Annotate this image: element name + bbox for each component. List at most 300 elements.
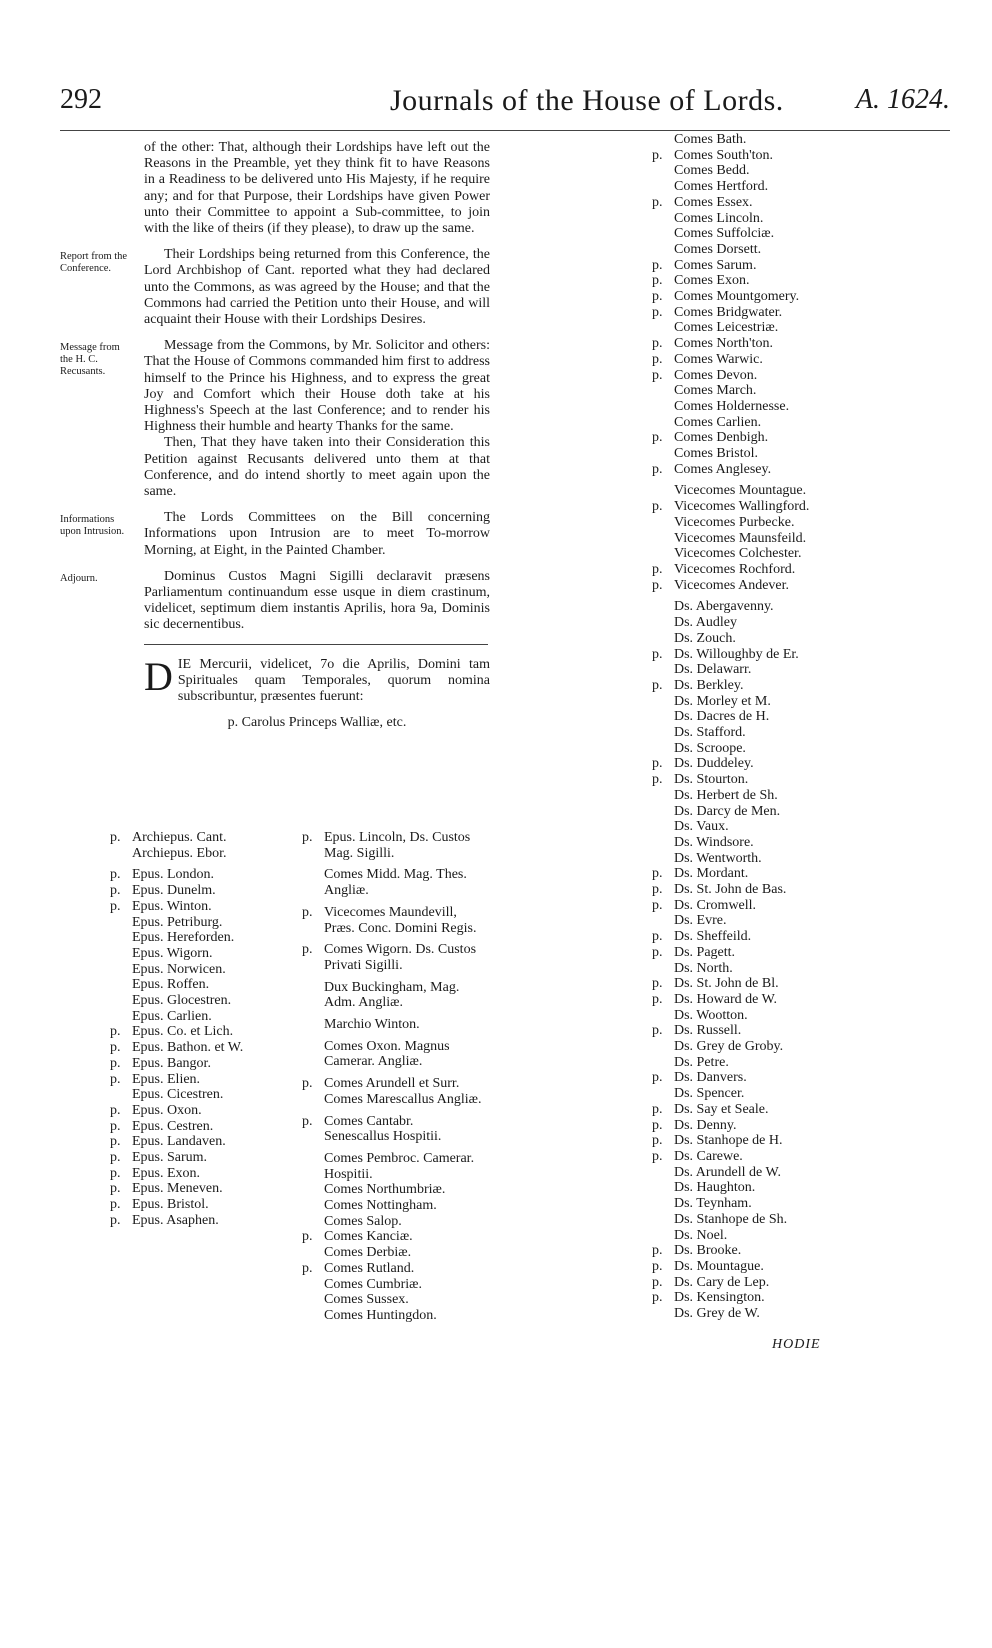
catchword: HODIE xyxy=(772,1337,821,1352)
presence-mark: p. xyxy=(652,1149,663,1164)
lord-name: Comes Leicestriæ. xyxy=(674,320,779,336)
lord-entry xyxy=(652,1118,922,1134)
paragraph: Message from the Commons, by Mr. Solicitor and others: That the House of Commons commanded him first to address himself to the Prince his Highness, and to express the great Joy and Comfort which their House doth take at his Highness's Speech at the last Conference; and to render his Highness their humble and hearty Thanks for the same. xyxy=(144,338,490,435)
lord-name: Ds. Delawarr. xyxy=(674,662,752,678)
lord-entry xyxy=(302,1017,482,1033)
lord-name: Comes Northumbriæ. xyxy=(324,1182,446,1198)
section-adjourn xyxy=(60,569,490,634)
presence-mark: p. xyxy=(652,1133,663,1149)
lord-name: Ds. Grey de Groby. xyxy=(674,1039,784,1055)
lord-entry xyxy=(652,368,922,384)
lord-name: Comes Anglesey. xyxy=(674,461,772,477)
lord-name: Epus. London. xyxy=(132,867,215,883)
lord-name: Ds. Stanhope de Sh. xyxy=(674,1211,788,1227)
lord-entry xyxy=(652,320,922,336)
presence-mark: p. xyxy=(110,883,121,899)
header-rule xyxy=(60,130,950,131)
lord-entry xyxy=(302,980,482,1011)
lord-entry xyxy=(302,1261,482,1277)
lord-entry xyxy=(652,788,922,804)
lord-entry xyxy=(110,1024,300,1040)
presence-mark: p. xyxy=(652,897,663,913)
lord-entry xyxy=(652,258,922,274)
officers-list xyxy=(302,830,482,1324)
lord-name: Ds. Abergavenny. xyxy=(674,599,774,615)
lord-name: Ds. Wentworth. xyxy=(674,850,762,866)
lord-entry xyxy=(652,515,922,531)
presence-mark: p. xyxy=(110,867,121,883)
lord-name: Vicecomes Andever. xyxy=(674,577,790,593)
lord-entry xyxy=(302,1151,482,1182)
lord-name: Dux Buckingham, Mag. Adm. Angliæ. xyxy=(324,979,460,1011)
lord-name: Ds. Berkley. xyxy=(674,677,744,693)
lord-entry xyxy=(652,1149,922,1165)
lord-entry xyxy=(302,1214,482,1230)
lord-entry xyxy=(652,615,922,631)
lord-entry xyxy=(110,1134,300,1150)
lord-entry xyxy=(652,882,922,898)
lord-entry xyxy=(652,305,922,321)
lord-name: Ds. Grey de W. xyxy=(674,1306,760,1322)
lord-name: Epus. Roffen. xyxy=(132,977,210,993)
lord-name: Comes Midd. Mag. Thes. Angliæ. xyxy=(324,867,467,899)
lord-name: Epus. Meneven. xyxy=(132,1181,223,1197)
lord-name: Ds. Danvers. xyxy=(674,1070,747,1086)
lord-name: Ds. Scroope. xyxy=(674,740,746,756)
lord-name: Comes Sarum. xyxy=(674,257,757,273)
lord-name: Ds. Audley xyxy=(674,615,737,631)
lord-entry xyxy=(652,446,922,462)
lord-entry xyxy=(110,830,300,846)
lord-entry xyxy=(652,399,922,415)
lord-entry xyxy=(652,289,922,305)
lord-entry xyxy=(110,962,300,978)
lord-name: Comes Devon. xyxy=(674,367,758,383)
presence-mark: p. xyxy=(652,577,663,593)
presence-mark: p. xyxy=(302,1113,313,1129)
lord-name: Epus. Cicestren. xyxy=(132,1087,224,1103)
lord-name: Ds. North. xyxy=(674,960,733,976)
lord-entry xyxy=(652,1133,922,1149)
lord-name: Comes Lincoln. xyxy=(674,210,764,226)
lord-entry xyxy=(110,1213,300,1229)
presence-mark: p. xyxy=(652,1274,663,1290)
lord-name: Epus. Co. et Lich. xyxy=(132,1024,234,1040)
paragraph: The Lords Committees on the Bill concerning Informations upon Intrusion are to meet To-morrow Morning, at Eight, in the Painted Chamber. xyxy=(144,510,490,558)
paragraph: Dominus Custos Magni Sigilli declaravit præsens Parliamentum continuandum esse usque in diem crastinum, videlicet, septimum diem instantis Aprilis, hora 9a, Dominis sic decernentibus. xyxy=(144,568,490,633)
lord-entry xyxy=(652,226,922,242)
presence-mark: p. xyxy=(652,882,663,898)
lord-entry xyxy=(652,694,922,710)
lord-entry xyxy=(652,1008,922,1024)
lord-entry xyxy=(652,756,922,772)
lord-name: Epus. Asaphen. xyxy=(132,1212,219,1228)
lord-name: Vicecomes Maundevill, Præs. Conc. Domini Regis. xyxy=(324,904,477,936)
lord-name: Ds. Teynham. xyxy=(674,1196,752,1212)
lord-entry xyxy=(652,599,922,615)
lord-entry xyxy=(652,1196,922,1212)
lord-entry xyxy=(652,992,922,1008)
lord-entry xyxy=(652,1055,922,1071)
presence-mark: p. xyxy=(652,336,663,352)
presence-mark: p. xyxy=(302,1260,313,1276)
lord-name: Epus. Elien. xyxy=(132,1071,201,1087)
presence-mark: p. xyxy=(652,1023,663,1039)
lord-name: Comes March. xyxy=(674,383,757,399)
lord-entry xyxy=(652,578,922,594)
presence-mark: p. xyxy=(110,898,121,914)
lord-entry xyxy=(652,1212,922,1228)
lord-entry xyxy=(110,899,300,915)
lord-name: Comes South'ton. xyxy=(674,147,773,163)
presence-mark: p. xyxy=(110,1150,121,1166)
lord-name: Vicecomes Purbecke. xyxy=(674,514,795,530)
lord-name: Ds. Vaux. xyxy=(674,819,729,835)
lord-name: Ds. Dacres de H. xyxy=(674,709,770,725)
sitting-intro-text: IE Mercurii, videlicet, 7o die Aprilis, Domini tam Spirituales quam Temporales, quorum nomina subscribuntur, præsentes fuerunt: xyxy=(177,656,490,705)
lord-name: Ds. Wootton. xyxy=(674,1007,748,1023)
lord-name: Ds. Howard de W. xyxy=(674,991,778,1007)
lord-entry xyxy=(652,913,922,929)
lord-entry xyxy=(652,1180,922,1196)
lord-name: Comes Mountgomery. xyxy=(674,289,800,305)
lord-entry xyxy=(302,1198,482,1214)
prince-line: p. Carolus Princeps Walliæ, etc. xyxy=(227,715,407,731)
presence-mark: p. xyxy=(110,1071,121,1087)
presence-mark: p. xyxy=(652,257,663,273)
presence-mark: p. xyxy=(110,1024,121,1040)
margin-note: Message from the H. C. Recusants. xyxy=(60,342,120,378)
presence-mark: p. xyxy=(652,772,663,788)
lord-entry xyxy=(110,977,300,993)
presence-mark: p. xyxy=(652,756,663,772)
lord-name: Vicecomes Maunsfeild. xyxy=(674,530,807,546)
lord-entry xyxy=(652,1243,922,1259)
lord-name: Comes Carlien. xyxy=(674,414,762,430)
lord-name: Ds. Sheffeild. xyxy=(674,929,752,945)
lord-entry xyxy=(652,273,922,289)
lord-entry xyxy=(110,846,300,862)
lord-entry xyxy=(652,961,922,977)
lord-entry xyxy=(302,1182,482,1198)
lord-name: Ds. Arundell de W. xyxy=(674,1164,781,1180)
presence-mark: p. xyxy=(110,1165,121,1181)
lord-entry xyxy=(302,1114,482,1145)
lord-entry xyxy=(652,211,922,227)
lord-name: Epus. Exon. xyxy=(132,1165,201,1181)
margin-note: Adjourn. xyxy=(60,572,98,584)
lord-name: Comes North'ton. xyxy=(674,336,773,352)
continuation-text: of the other: That, although their Lordships have left out the Reasons in the Preamble, yet they think fit to have Reasons in a Readiness to be delivered unto His Majesty, if he require any; and for that Purpose, their Lordships have given Power unto their Committee to appoint a Sub-committee, to join with the like of theirs (if they please), to draw up the same. xyxy=(144,140,490,237)
temporal-lords-list xyxy=(652,132,922,1322)
presence-mark: p. xyxy=(652,866,663,882)
lord-name: Ds. Carewe. xyxy=(674,1149,743,1164)
lord-name: Ds. Kensington. xyxy=(674,1290,765,1306)
lord-name: Ds. Say et Seale. xyxy=(674,1101,769,1117)
presence-mark: p. xyxy=(652,1243,663,1259)
lord-entry xyxy=(302,942,482,973)
lord-entry xyxy=(652,499,922,515)
left-column xyxy=(60,140,490,735)
lord-name: Comes Hertford. xyxy=(674,179,769,195)
lord-name: Ds. Windsore. xyxy=(674,834,754,850)
margin-note: Report from the Conference. xyxy=(60,251,128,275)
lord-entry xyxy=(652,462,922,478)
lord-name: Ds. Cary de Lep. xyxy=(674,1274,770,1290)
lord-entry xyxy=(652,647,922,663)
lord-entry xyxy=(302,1292,482,1308)
lord-entry xyxy=(652,1306,922,1322)
lord-name: Ds. Spencer. xyxy=(674,1086,745,1102)
lord-entry xyxy=(652,1290,922,1306)
lord-entry xyxy=(302,1277,482,1293)
presence-mark: p. xyxy=(302,904,313,920)
presence-mark: p. xyxy=(652,1290,663,1306)
lord-entry xyxy=(652,148,922,164)
lord-name: Epus. Dunelm. xyxy=(132,883,216,899)
lord-entry xyxy=(652,835,922,851)
lord-name: Epus. Hereforden. xyxy=(132,930,235,946)
lord-entry xyxy=(652,1039,922,1055)
lord-name: Ds. Herbert de Sh. xyxy=(674,787,778,803)
lord-name: Epus. Norwicen. xyxy=(132,961,226,977)
lord-name: Ds. Darcy de Men. xyxy=(674,803,781,819)
lord-name: Ds. Russell. xyxy=(674,1023,742,1039)
lord-name: Ds. Petre. xyxy=(674,1054,729,1070)
lord-name: Epus. Sarum. xyxy=(132,1150,208,1166)
spiritual-lords-list xyxy=(110,830,300,1229)
presence-mark: p. xyxy=(110,1118,121,1134)
lord-entry xyxy=(110,993,300,1009)
lord-entry xyxy=(652,352,922,368)
lord-entry xyxy=(110,1040,300,1056)
presence-mark: p. xyxy=(652,304,663,320)
section-message xyxy=(60,338,490,500)
lord-entry xyxy=(110,1119,300,1135)
lord-name: Epus. Lincoln, Ds. Custos Mag. Sigilli. xyxy=(324,830,471,861)
lord-name: Ds. Duddeley. xyxy=(674,756,754,772)
lord-name: Ds. St. John de Bas. xyxy=(674,882,787,898)
lord-name: Ds. Mountague. xyxy=(674,1258,764,1274)
page-header xyxy=(60,84,950,128)
lord-name: Ds. Cromwell. xyxy=(674,897,757,913)
presence-mark: p. xyxy=(652,929,663,945)
lord-entry xyxy=(652,430,922,446)
presence-mark: p. xyxy=(110,830,121,845)
lord-name: Epus. Bathon. et W. xyxy=(132,1040,244,1056)
lord-name: Comes Exon. xyxy=(674,273,750,289)
lord-name: Epus. Cestren. xyxy=(132,1118,214,1134)
paragraph: Then, That they have taken into their Consideration this Petition against Recusants delivered unto them at that Conference, and do intend shortly to meet again upon the same. xyxy=(144,435,490,500)
lord-entry xyxy=(652,1228,922,1244)
lord-name: Ds. Zouch. xyxy=(674,630,736,646)
paragraph: Their Lordships being returned from this Conference, the Lord Archbishop of Cant. reported what they had declared unto the Commons, as was agreed by the House; and that the Commons had carried the Petition unto their House, and will acquaint their House with their Lordships Desires. xyxy=(144,247,490,328)
presence-mark: p. xyxy=(110,1212,121,1228)
lord-name: Epus. Petriburg. xyxy=(132,914,223,930)
year-mark: A. 1624. xyxy=(855,84,950,115)
lord-entry xyxy=(652,1259,922,1275)
lord-entry xyxy=(652,531,922,547)
lord-entry xyxy=(652,546,922,562)
presence-mark: p. xyxy=(652,646,663,662)
lord-entry xyxy=(652,898,922,914)
lord-name: Vicecomes Wallingford. xyxy=(674,499,810,515)
lord-entry xyxy=(110,1072,300,1088)
lord-entry xyxy=(110,1056,300,1072)
lord-entry xyxy=(652,383,922,399)
lord-entry xyxy=(652,772,922,788)
continuation-block xyxy=(60,140,490,237)
lord-entry xyxy=(110,946,300,962)
presence-mark: p. xyxy=(652,1070,663,1086)
lord-name: Ds. Mordant. xyxy=(674,866,749,882)
presence-mark: p. xyxy=(652,351,663,367)
lord-name: Vicecomes Mountague. xyxy=(674,483,807,499)
section-divider xyxy=(144,644,488,645)
lord-name: Marchio Winton. xyxy=(324,1017,420,1033)
lord-name: Comes Essex. xyxy=(674,194,753,210)
lord-name: Ds. Evre. xyxy=(674,913,727,929)
presence-mark: p. xyxy=(652,273,663,289)
lord-entry xyxy=(652,163,922,179)
lord-entry xyxy=(652,242,922,258)
lord-entry xyxy=(110,1181,300,1197)
presence-mark: p. xyxy=(652,1101,663,1117)
lord-name: Comes Rutland. xyxy=(324,1260,415,1276)
lord-name: Comes Bristol. xyxy=(674,446,759,462)
lord-entry xyxy=(652,662,922,678)
presence-mark: p. xyxy=(302,1076,313,1092)
lord-name: Comes Pembroc. Camerar. Hospitii. xyxy=(324,1150,475,1182)
lord-name: Comes Huntingdon. xyxy=(324,1307,437,1323)
lord-name: Ds. Haughton. xyxy=(674,1180,756,1196)
lord-entry xyxy=(652,336,922,352)
lord-name: Comes Nottingham. xyxy=(324,1198,437,1214)
presence-mark: p. xyxy=(652,677,663,693)
presence-mark: p. xyxy=(652,499,663,515)
presence-mark: p. xyxy=(652,991,663,1007)
section-report xyxy=(60,247,490,328)
lord-name: Ds. Willoughby de Er. xyxy=(674,646,799,662)
lord-entry xyxy=(652,1023,922,1039)
presence-mark: p. xyxy=(652,976,663,992)
lord-name: Ds. Stanhope de H. xyxy=(674,1133,783,1149)
lord-entry xyxy=(652,866,922,882)
presence-mark: p. xyxy=(652,561,663,577)
presence-mark: p. xyxy=(302,1229,313,1245)
lord-name: Epus. Bristol. xyxy=(132,1197,209,1213)
lord-name: Epus. Carlien. xyxy=(132,1008,212,1024)
lord-entry xyxy=(652,1102,922,1118)
lord-name: Ds. Stafford. xyxy=(674,725,746,741)
lord-name: Vicecomes Rochford. xyxy=(674,561,796,577)
lord-name: Comes Salop. xyxy=(324,1213,402,1229)
margin-note: Informations upon Intrusion. xyxy=(60,514,125,538)
lord-name: Comes Bedd. xyxy=(674,163,750,179)
lord-name: Epus. Winton. xyxy=(132,898,212,914)
lord-name: Comes Cumbriæ. xyxy=(324,1276,423,1292)
lord-entry xyxy=(652,1086,922,1102)
lord-name: Ds. Brooke. xyxy=(674,1243,742,1259)
lord-name: Comes Cantabr. Senescallus Hospitii. xyxy=(324,1113,442,1145)
lord-entry xyxy=(652,819,922,835)
lord-entry xyxy=(110,915,300,931)
lord-entry xyxy=(652,631,922,647)
lord-name: Archiepus. Ebor. xyxy=(132,845,227,861)
lord-name: Ds. Morley et M. xyxy=(674,693,771,709)
lord-name: Epus. Oxon. xyxy=(132,1102,202,1118)
lord-entry xyxy=(302,1039,482,1070)
lord-entry xyxy=(302,1076,482,1107)
lord-name: Comes Suffolciæ. xyxy=(674,226,775,242)
lord-entry xyxy=(302,830,482,861)
lord-entry xyxy=(302,1308,482,1324)
presence-mark: p. xyxy=(110,1040,121,1056)
lord-entry xyxy=(110,1150,300,1166)
lord-entry xyxy=(652,415,922,431)
lord-entry xyxy=(652,562,922,578)
presence-mark: p. xyxy=(110,1181,121,1197)
lord-name: Epus. Glocestren. xyxy=(132,993,232,1009)
lord-entry xyxy=(652,804,922,820)
presence-mark: p. xyxy=(652,194,663,210)
lord-entry xyxy=(110,930,300,946)
lord-entry xyxy=(110,1087,300,1103)
lord-entry xyxy=(110,1197,300,1213)
lord-name: Epus. Bangor. xyxy=(132,1055,211,1071)
lord-entry xyxy=(110,867,300,883)
sitting-intro xyxy=(60,653,490,706)
lord-name: Comes Wigorn. Ds. Custos Privati Sigilli. xyxy=(324,942,477,973)
presence-mark: p. xyxy=(652,367,663,383)
lord-entry xyxy=(652,179,922,195)
lord-name: Ds. St. John de Bl. xyxy=(674,976,779,992)
lord-name: Comes Denbigh. xyxy=(674,430,769,446)
presence-mark: p. xyxy=(110,1134,121,1150)
lord-entry xyxy=(110,1103,300,1119)
lord-name: Ds. Noel. xyxy=(674,1227,728,1243)
lord-entry xyxy=(652,1165,922,1181)
lord-entry xyxy=(652,1275,922,1291)
presence-mark: p. xyxy=(652,461,663,477)
lord-entry xyxy=(302,1245,482,1261)
lord-entry xyxy=(652,678,922,694)
lord-entry xyxy=(652,976,922,992)
drop-cap: D xyxy=(144,653,173,699)
lord-entry xyxy=(652,741,922,757)
presence-mark: p. xyxy=(652,430,663,446)
lord-entry xyxy=(302,905,482,936)
lord-name: Archiepus. Cant. xyxy=(132,830,227,845)
lord-name: Comes Sussex. xyxy=(324,1292,409,1308)
presence-mark: p. xyxy=(110,1197,121,1213)
lord-name: Ds. Denny. xyxy=(674,1117,737,1133)
lord-entry xyxy=(302,1229,482,1245)
lord-entry xyxy=(110,1166,300,1182)
lord-name: Comes Derbiæ. xyxy=(324,1245,412,1261)
lord-entry xyxy=(302,867,482,898)
lord-entry xyxy=(652,929,922,945)
lord-entry xyxy=(652,195,922,211)
presence-mark: p. xyxy=(302,830,313,845)
presence-mark: p. xyxy=(652,147,663,163)
lord-name: Comes Arundell et Surr. Comes Marescallus Angliæ. xyxy=(324,1076,482,1107)
lord-entry xyxy=(110,883,300,899)
lord-name: Epus. Landaven. xyxy=(132,1134,226,1150)
lord-name: Comes Holdernesse. xyxy=(674,398,790,414)
lord-name: Comes Bridgwater. xyxy=(674,304,783,320)
lord-name: Vicecomes Colchester. xyxy=(674,546,802,562)
